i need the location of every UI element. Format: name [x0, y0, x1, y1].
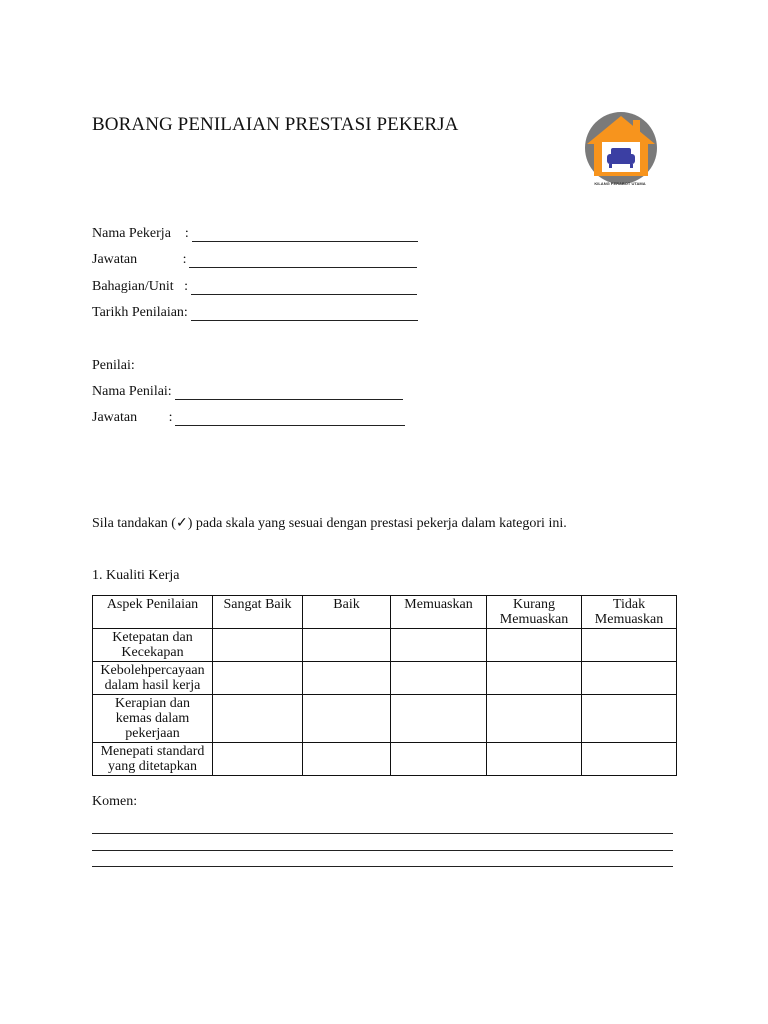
comment-label: Komen: [92, 794, 138, 809]
rating-cell[interactable] [582, 743, 677, 776]
column-header: Tidak Memuaskan [582, 596, 677, 629]
comment-line[interactable] [92, 866, 673, 867]
rating-cell[interactable] [303, 695, 391, 743]
field-nama-penilai [92, 384, 403, 400]
table-row [93, 695, 677, 743]
column-header: Aspek Penilaian [93, 596, 213, 629]
bahagian-unit-blank[interactable] [191, 282, 417, 295]
column-header: Kurang Memuaskan [487, 596, 582, 629]
row-label: Kebolehpercayaan dalam hasil kerja [93, 662, 213, 695]
rating-cell[interactable] [487, 743, 582, 776]
rating-cell[interactable] [303, 662, 391, 695]
table-row [93, 629, 677, 662]
company-logo [571, 104, 669, 194]
rating-cell[interactable] [213, 629, 303, 662]
field-bahagian-unit [92, 279, 417, 295]
rating-table [92, 595, 677, 776]
jawatan-blank[interactable] [189, 255, 417, 268]
rating-cell[interactable] [487, 695, 582, 743]
row-label: Ketepatan dan Kecekapan [93, 629, 213, 662]
row-label: Kerapian dan kemas dalam pekerjaan [93, 695, 213, 743]
column-header: Memuaskan [391, 596, 487, 629]
logo-caption: KILANG PERABOT UTAMA [594, 181, 646, 186]
nama-pekerja-blank[interactable] [192, 229, 418, 242]
field-label: Tarikh Penilaian: [92, 305, 188, 320]
table-row [93, 662, 677, 695]
field-jawatan [92, 252, 417, 268]
rating-cell[interactable] [391, 629, 487, 662]
field-label: Jawatan : [92, 410, 173, 425]
comment-line[interactable] [92, 850, 673, 851]
rating-cell[interactable] [213, 743, 303, 776]
nama-penilai-blank[interactable] [175, 387, 403, 400]
field-label: Jawatan : [92, 252, 187, 267]
field-jawatan-penilai [92, 410, 405, 426]
rating-cell[interactable] [213, 695, 303, 743]
rating-cell[interactable] [487, 629, 582, 662]
rating-cell[interactable] [582, 629, 677, 662]
rating-cell[interactable] [391, 662, 487, 695]
rating-cell[interactable] [391, 695, 487, 743]
rating-cell[interactable] [582, 662, 677, 695]
instruction-text: Sila tandakan (✓) pada skala yang sesuai dengan prestasi pekerja dalam kategori ini. [92, 516, 567, 531]
field-label: Bahagian/Unit : [92, 279, 189, 294]
field-label: Nama Pekerja : [92, 226, 189, 241]
jawatan-penilai-blank[interactable] [175, 413, 405, 426]
rating-cell[interactable] [303, 743, 391, 776]
rating-cell[interactable] [213, 662, 303, 695]
field-nama-pekerja [92, 226, 418, 242]
rating-cell[interactable] [487, 662, 582, 695]
section-heading: 1. Kualiti Kerja [92, 568, 180, 583]
rating-cell[interactable] [391, 743, 487, 776]
rating-cell[interactable] [582, 695, 677, 743]
form-title: BORANG PENILAIAN PRESTASI PEKERJA [92, 114, 459, 135]
assessor-heading: Penilai: [92, 358, 135, 373]
column-header: Baik [303, 596, 391, 629]
tarikh-penilaian-blank[interactable] [191, 308, 418, 321]
table-header-row [93, 596, 677, 629]
rating-cell[interactable] [303, 629, 391, 662]
field-label: Nama Penilai: [92, 384, 172, 399]
row-label: Menepati standard yang ditetapkan [93, 743, 213, 776]
comment-line[interactable] [92, 833, 673, 834]
table-row [93, 743, 677, 776]
column-header: Sangat Baik [213, 596, 303, 629]
field-tarikh-penilaian [92, 305, 418, 321]
